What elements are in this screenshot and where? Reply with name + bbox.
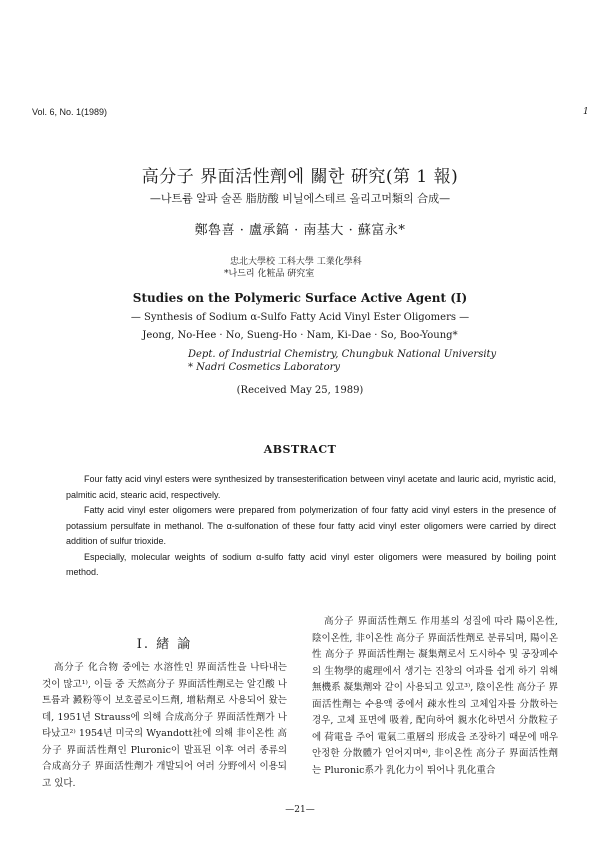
authors-korean: 鄭魯喜 · 盧承鎬 · 南基大 · 蘇富永*	[194, 223, 406, 238]
abstract-paragraph: Especially, molecular weights of sodium α-sulfo fatty acid vinyl ester oligomers were measured by boiling point method.	[66, 551, 556, 577]
body-paragraph: 高分子 界面活性劑도 作用基의 성질에 따라 陽이온性, 陰이온性, 非이온性 高分子 界面活性劑로 분류되며, 陽이온性 高分子 界面活性劑는 凝集劑로서 도시하수 및 공장폐수의 生物學的處理에서 생기는 진창의 여과를 쉽게 하기 위해 無機系 凝集劑와 같이 사용되고 있고³⁾, 陰이온性 高分子 界面活性劑는 수용액 중에서 疎水性의 고체입자를 分散하는 경우, 고체 표면에 吸着, 配向하여 親水化하면서 分散粒子에 荷電을 주어 電氣二重層의 形成을 조장하기 때문에 매우 안정한 分散體가 얻어지며⁴⁾, 非이온性 高分子 界面活性劑는 Pluronic系가 乳化力이 뛰어나 乳化重合	[312, 616, 558, 776]
subtitle-english: — Synthesis of Sodium α-Sulfo Fatty Acid Vinyl Ester Oligomers —	[130, 312, 470, 323]
body-paragraph: 高分子 化合物 중에는 水溶性인 界面活性을 나타내는 것이 많고¹⁾, 이들 중 天然高分子 界面活性劑로는 알긴酸 나트륨과 澱粉等이 보호콜로이드劑, 增粘劑로 사용되어 왔는데, 1951년 Strauss에 의해 合成高分子 界面活性劑가 나타났고²⁾ 1954년 미국의 Wyandott社에 의해 非이온性 高分子 界面活性劑인 Pluronic이 발표된 이후 여러 종류의 合成高分子 界面活性劑가 개발되어 여러 分野에서 이용되고 있다.	[42, 662, 287, 789]
journal-volume: Vol. 6, No. 1(1989)	[32, 107, 108, 117]
title-english: Studies on the Polymeric Surface Active Agent (I)	[132, 291, 468, 305]
right-column	[312, 614, 558, 779]
affiliation-english-1: Dept. of Industrial Chemistry, Chungbuk National University	[188, 349, 497, 360]
page-number: 1	[583, 107, 589, 117]
affiliation-english-2: * Nadri Cosmetics Laboratory	[188, 362, 341, 373]
affiliation-korean-1: 忠北大學校 工科大學 工業化學科	[230, 257, 362, 267]
affiliation-korean-2: *나드리 化粧品 硏究室	[224, 269, 315, 279]
authors-english: Jeong, No-Hee · No, Sueng-Ho · Nam, Ki-Dae · So, Boo-Young*	[142, 330, 458, 341]
subtitle-korean: —나트륨 알파 술폰 脂肪酸 비닐에스테르 올리고머類의 合成—	[149, 192, 451, 205]
abstract-body	[66, 472, 556, 581]
received-date: (Received May 25, 1989)	[236, 385, 364, 396]
abstract-paragraph: Fatty acid vinyl ester oligomers were prepared from polymerization of four fatty acid vinyl esters in the presence of potassium persulfate in methanol. The α-sulfonation of these four fatty acid vinyl ester oligomers were carried by direct addition of sulfur trioxide.	[66, 505, 556, 546]
footer-page-number: —21—	[285, 805, 315, 815]
abstract-paragraph: Four fatty acid vinyl esters were synthesized by transesterification between vinyl acetate and lauric acid, myristic acid, palmitic acid, stearic acid, respectively.	[66, 474, 556, 500]
title-korean: 高分子 界面活性劑에 關한 硏究(第 1 報)	[141, 167, 459, 187]
abstract-heading: ABSTRACT	[263, 443, 337, 456]
left-column	[42, 660, 287, 792]
section-heading: I. 緖 論	[136, 637, 193, 652]
